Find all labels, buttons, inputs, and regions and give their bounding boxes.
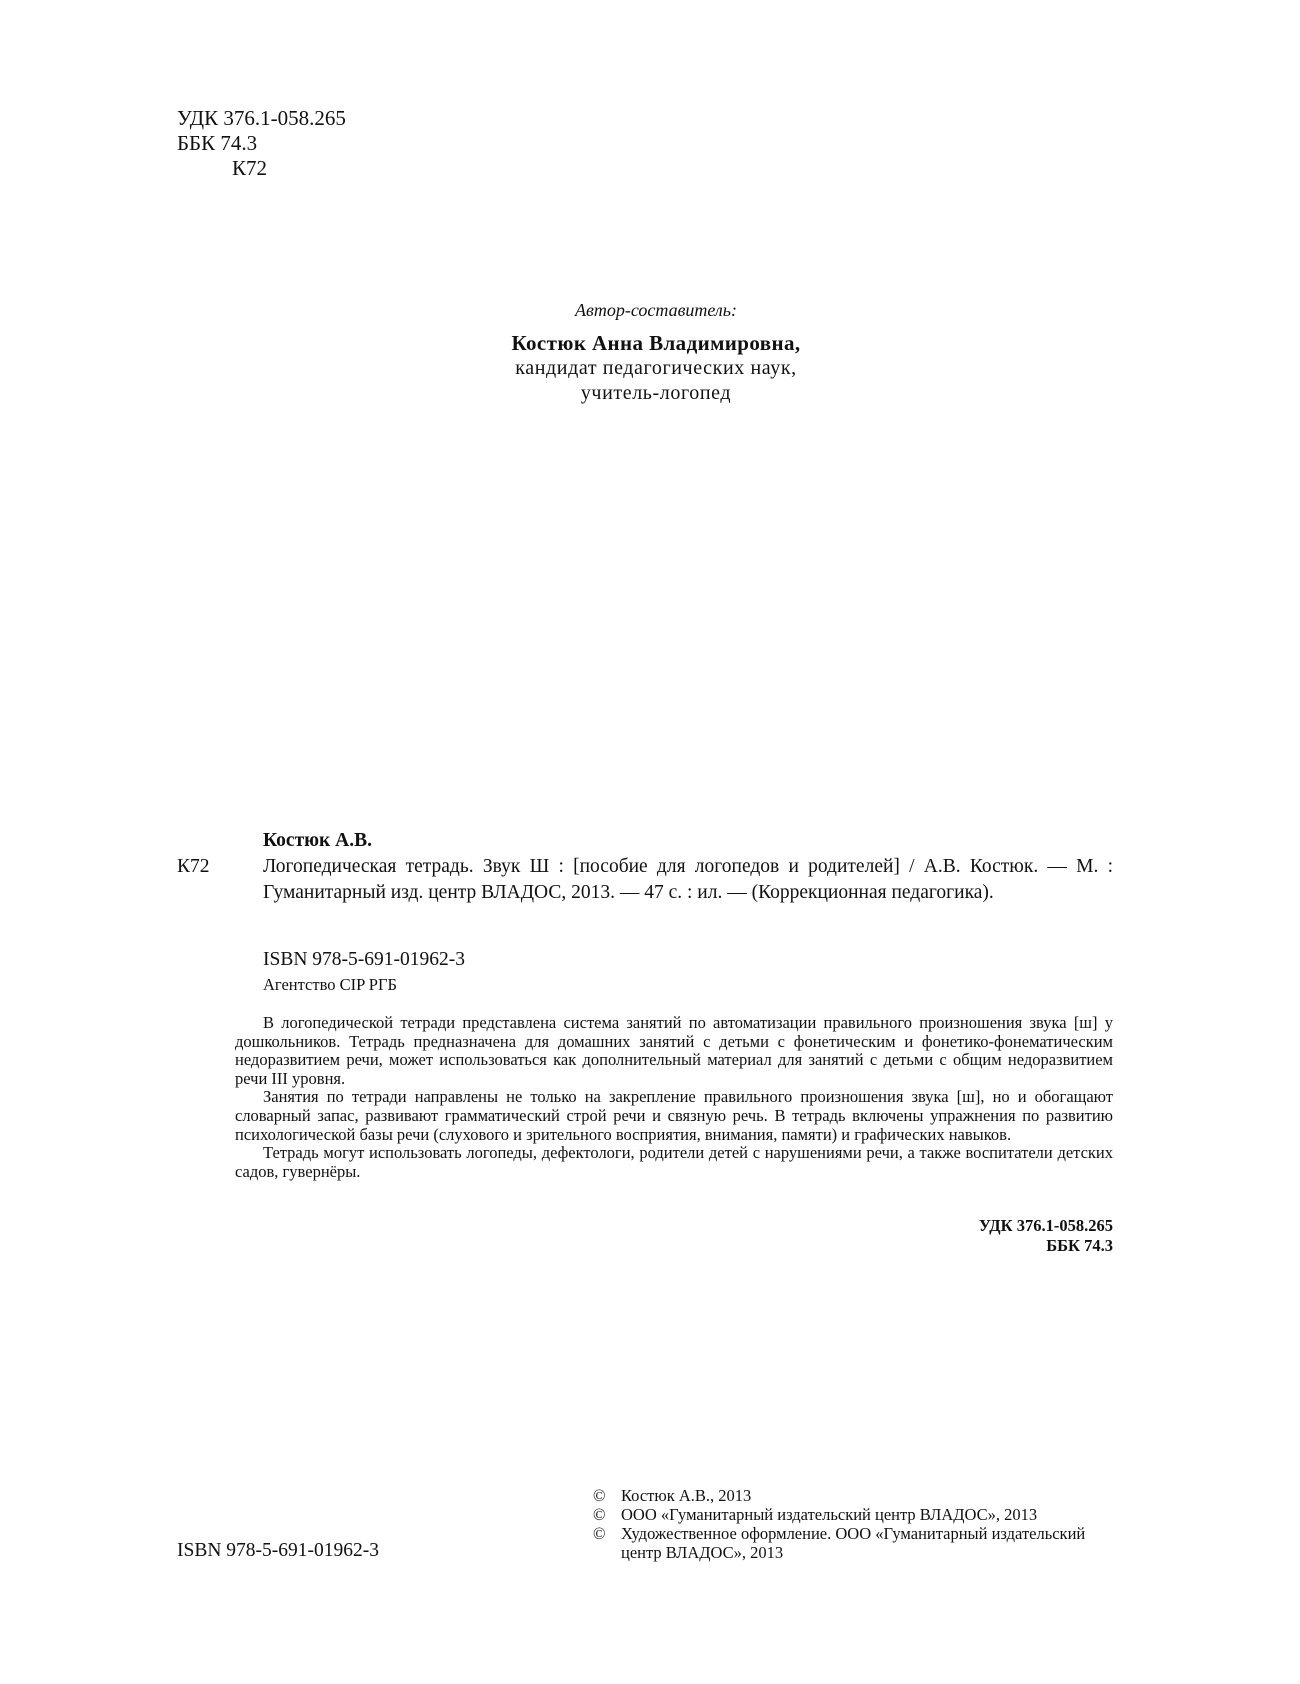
annotation-paragraph: Тетрадь могут использовать логопеды, дефектологи, родители детей с нарушениями речи, а также воспитатели детских садов, гувернёры.	[235, 1143, 1113, 1181]
author-degree: кандидат педагогических наук,	[515, 357, 797, 379]
copyright-block	[593, 1486, 1113, 1562]
udk-code: УДК 376.1-058.265	[177, 106, 346, 130]
bbk-code: ББК 74.3	[177, 131, 258, 155]
copyright-icon: ©	[593, 1524, 606, 1543]
copyright-row	[593, 1524, 1113, 1562]
catalog-heading: Костюк А.В.	[263, 830, 373, 851]
copyright-text: Художественное оформление. ООО «Гуманитарный издательский центр ВЛАДОС», 2013	[621, 1524, 1086, 1562]
catalog-author-mark: К72	[177, 856, 210, 877]
top-classification-codes	[177, 106, 346, 181]
catalog-isbn: ISBN 978-5-691-01962-3	[263, 949, 466, 970]
copyright-icon: ©	[593, 1486, 606, 1505]
annotation-paragraph: Занятия по тетради направлены не только на закрепление правильного произношения звука [ш], но и обогащают словарный запас, развивают грамматический строй речи и связную речь. В тетрадь включены упражнения по развитию психологической базы речи (слухового и зрительного восприятия, внимания, памяти) и графических навыков.	[235, 1087, 1113, 1144]
annotation-paragraph: В логопедической тетради представлена система занятий по автоматизации правильного произношения звука [ш] у дошкольников. Тетрадь предназначена для домашних занятий с детьми с фонетическим и фонетико-фонематическим недоразвитием речи, может использоваться как дополнительный материал для занятий с детьми с общим недоразвитием речи III уровня.	[235, 1013, 1113, 1088]
copyright-row	[593, 1486, 1113, 1505]
author-position: учитель-логопед	[580, 382, 732, 404]
footer-isbn: ISBN 978-5-691-01962-3	[177, 1540, 380, 1561]
author-block	[0, 298, 1300, 406]
isbn-block	[263, 947, 465, 997]
author-mark: К72	[232, 156, 268, 180]
cip-agency: Агентство CIP РГБ	[263, 975, 397, 994]
copyright-text: Костюк А.В., 2013	[621, 1486, 752, 1505]
copyright-row	[593, 1505, 1113, 1524]
author-name: Костюк Анна Владимировна,	[511, 331, 801, 355]
copyright-text: ООО «Гуманитарный издательский центр ВЛАДОС», 2013	[621, 1505, 1038, 1524]
copyright-icon: ©	[593, 1505, 606, 1524]
catalog-description: Логопедическая тетрадь. Звук Ш : [пособие для логопедов и родителей] / А.В. Костюк. — М. : Гуманитарный изд. центр ВЛАДОС, 2013. — 47 с. : ил. — (Коррекционная педагогика).	[263, 856, 1113, 903]
udk-code-bottom: УДК 376.1-058.265	[978, 1216, 1113, 1235]
annotation	[235, 1014, 1113, 1181]
bibliographic-record	[263, 828, 1113, 906]
author-role: Автор-составитель:	[575, 300, 737, 320]
bbk-code-bottom: ББК 74.3	[1046, 1236, 1113, 1255]
bottom-classification-codes	[979, 1216, 1113, 1256]
